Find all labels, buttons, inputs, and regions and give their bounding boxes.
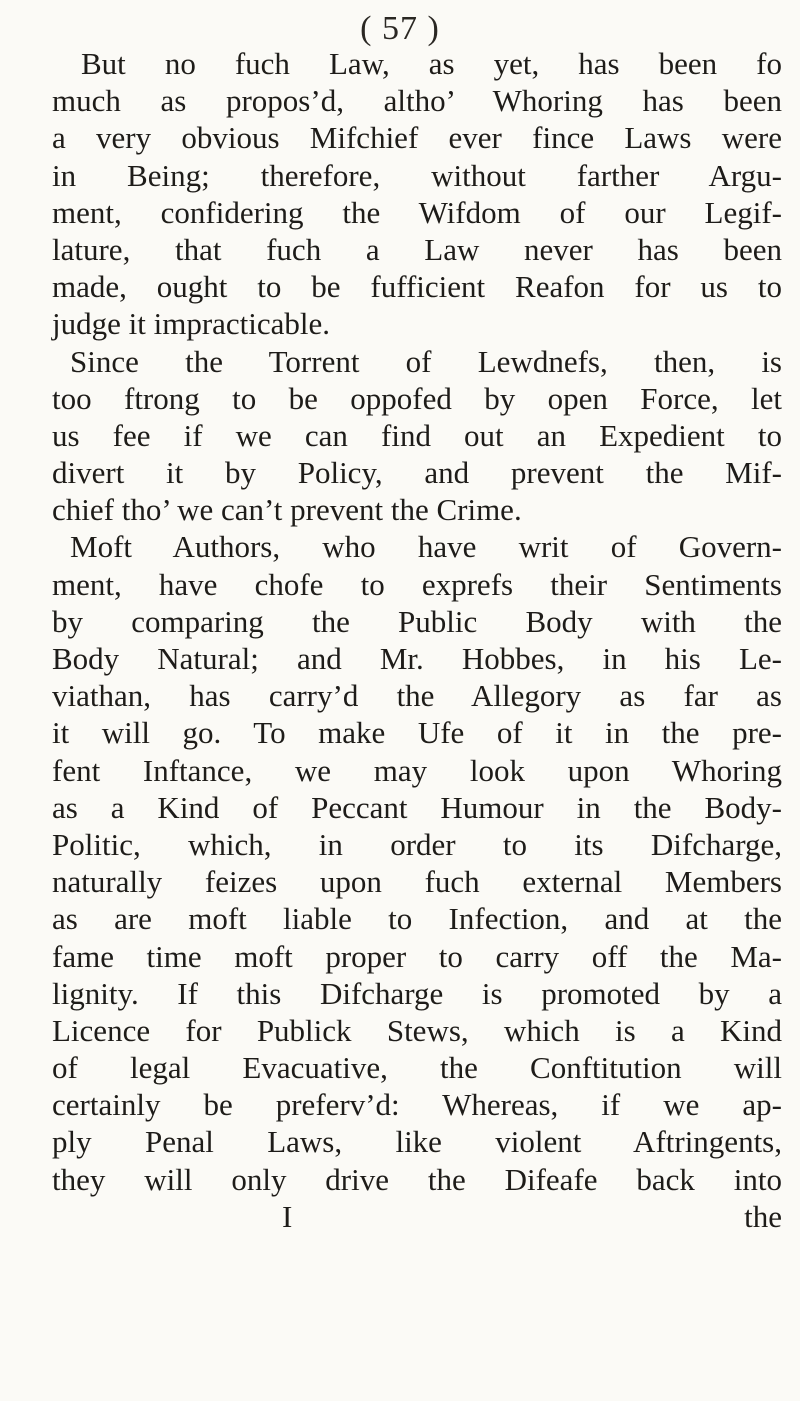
text-line: Body Natural; and Mr. Hobbes, in his Le-: [52, 641, 782, 676]
text-line: as a Kind of Peccant Humour in the Body-: [52, 789, 782, 825]
text-line: lignity. If this Difcharge is promoted by a: [52, 975, 782, 1011]
text-line: much as propos’d, altho’ Whoring has been: [52, 83, 782, 119]
text-line: a very obvious Mifchief ever fince Laws were: [52, 120, 782, 156]
text-line: Since the Torrent of Lewdnefs, then, is: [70, 343, 782, 379]
text-line: But no fuch Law, as yet, has been fo: [81, 46, 782, 81]
text-line: Moft Authors, who have writ of Govern-: [70, 529, 782, 565]
text-line: judge it impracticable.: [52, 306, 331, 342]
text-line: it will go. To make Ufe of it in the pre-: [52, 715, 782, 751]
text-line: viathan, has carry’d the Allegory as far as: [52, 678, 782, 714]
text-line: naturally feizes upon fuch external Members: [52, 864, 782, 900]
text-line: us fee if we can find out an Expedient to: [52, 417, 782, 453]
text-line: of legal Evacuative, the Conftitution will: [52, 1050, 782, 1086]
text-line: as are moft liable to Infection, and at the: [52, 901, 782, 937]
page-number: ( 57 ): [360, 10, 440, 47]
text-line: Licence for Publick Stews, which is a Kind: [52, 1012, 782, 1048]
text-line: made, ought to be fufficient Reafon for us to: [52, 269, 782, 305]
footer-row: [52, 1198, 782, 1235]
text-line: ment, confidering the Wifdom of our Legif-: [52, 194, 782, 230]
text-line: by comparing the Public Body with the: [52, 603, 782, 639]
signature-mark: I: [282, 1198, 293, 1234]
text-line: ply Penal Laws, like violent Aftringents,: [52, 1124, 782, 1160]
text-line: ment, have chofe to exprefs their Sentiments: [52, 566, 782, 602]
text-line: they will only drive the Difeafe back into: [52, 1161, 782, 1197]
text-line: in Being; therefore, without farther Argu-: [52, 157, 782, 193]
text-line: lature, that fuch a Law never has been: [52, 231, 782, 267]
body-text: [52, 45, 782, 1235]
text-line: chief tho’ we can’t prevent the Crime.: [52, 492, 522, 528]
text-line: fame time moft proper to carry off the Ma-: [52, 938, 782, 974]
catchword: the: [744, 1198, 782, 1234]
text-line: Politic, which, in order to its Difcharge,: [52, 826, 782, 862]
text-line: certainly be preferv’d: Whereas, if we ap-: [52, 1087, 782, 1123]
text-line: divert it by Policy, and prevent the Mif-: [52, 455, 782, 491]
text-line: fent Inftance, we may look upon Whoring: [52, 752, 782, 788]
text-line: too ftrong to be oppofed by open Force, let: [52, 380, 782, 416]
